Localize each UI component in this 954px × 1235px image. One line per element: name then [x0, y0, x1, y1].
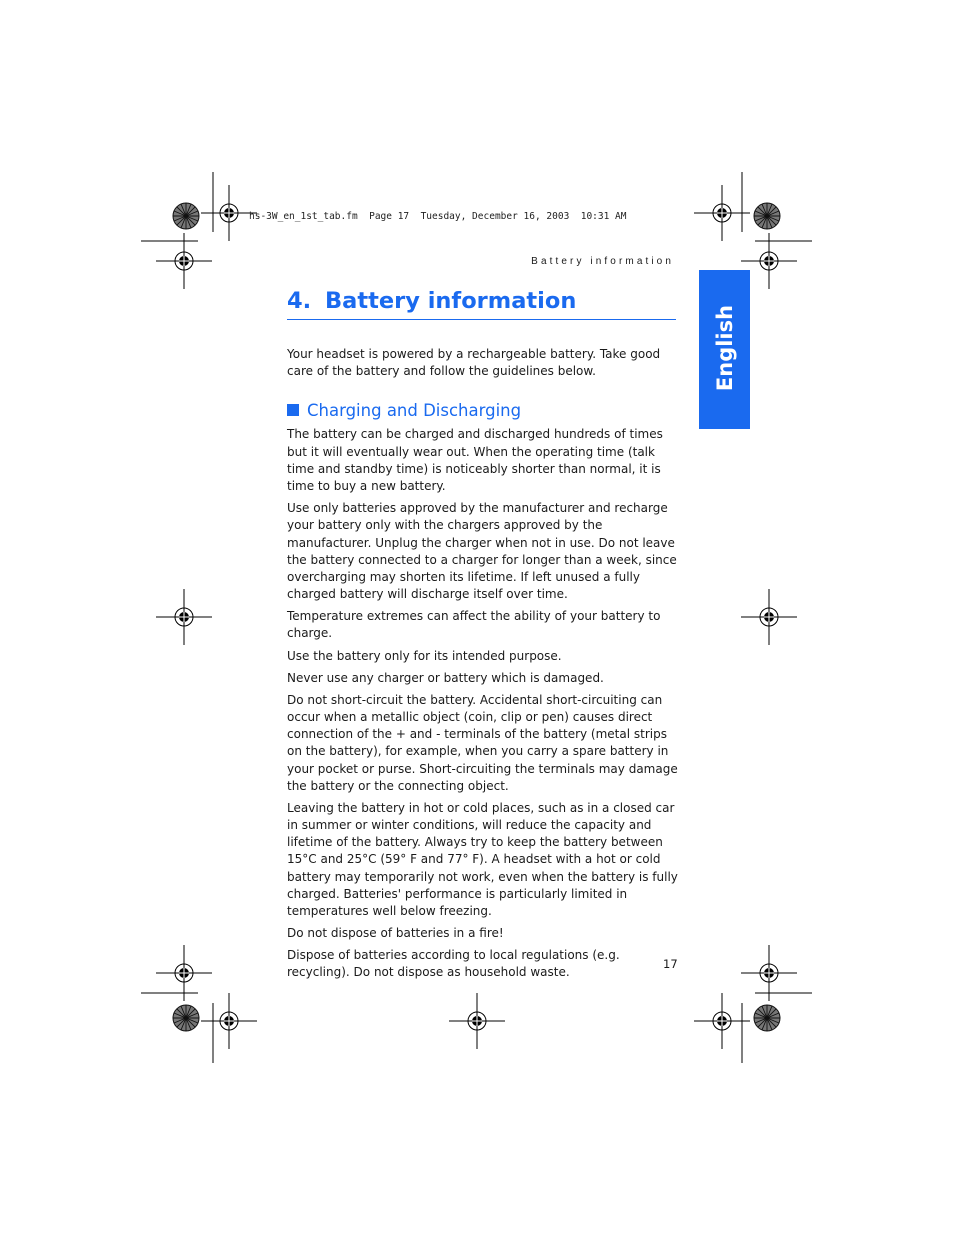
paragraph: Do not short-circuit the battery. Accidental short-circuiting can occur when a metallic object (coin, clip or pen) causes direct connection of the + and - terminals of the battery (metal strips on the battery), for example, when you carry a spare battery in your pocket or purse. Short-circuiting the terminals may damage the battery or the connecting object. — [287, 692, 678, 793]
chapter-title — [287, 286, 676, 320]
star-target-top-right — [754, 203, 780, 229]
chapter-title-text: Battery information — [325, 288, 577, 314]
star-target-top-left — [173, 203, 199, 229]
paragraph: Temperature extremes can affect the ability of your battery to charge. — [287, 609, 661, 641]
language-tab — [699, 270, 750, 429]
intro-paragraph: Your headset is powered by a rechargeable battery. Take good care of the battery and follow the guidelines below. — [287, 347, 661, 379]
running-head: Battery information — [531, 256, 674, 267]
paragraph: Use only batteries approved by the manufacturer and recharge your battery only with the chargers approved by the manufacturer. Unplug the charger when not in use. Do not leave the battery connected to a charger for longer than a week, since overcharging may shorten its lifetime. If left unused a fully charged battery will discharge itself over time. — [287, 501, 677, 602]
star-target-bottom-left — [173, 1005, 199, 1031]
square-bullet-icon — [287, 404, 299, 416]
section-heading-text: Charging and Discharging — [307, 401, 522, 421]
chapter-number: 4. — [287, 288, 312, 314]
paragraph: The battery can be charged and discharged hundreds of times but it will eventually wear out. When the operating time (talk time and standby time) is noticeably shorter than normal, it is time to buy a new battery. — [287, 427, 663, 494]
page-number: 17 — [663, 957, 678, 971]
paragraph: Do not dispose of batteries in a fire! — [287, 926, 504, 941]
star-target-bottom-right — [754, 1005, 780, 1031]
paragraph: Never use any charger or battery which is damaged. — [287, 670, 604, 685]
paragraph: Use the battery only for its intended purpose. — [287, 648, 562, 663]
body-content — [287, 346, 679, 987]
paragraph: Leaving the battery in hot or cold places, such as in a closed car in summer or winter conditions, will reduce the capacity and lifetime of the battery. Always try to keep the battery between 15°C and 25°C (59° F and 77° F). A headset with a hot or cold battery may temporarily not work, even when the battery is fully charged. Batteries' performance is particularly limited in temperatures well below freezing. — [287, 800, 678, 919]
paragraph: Dispose of batteries according to local regulations (e.g. recycling). Do not dispose as household waste. — [287, 948, 620, 980]
language-tab-label: English — [712, 304, 737, 392]
print-slug: hs-3W_en_1st_tab.fm Page 17 Tuesday, December 16, 2003 10:31 AM — [249, 211, 627, 222]
section-heading — [287, 400, 679, 422]
